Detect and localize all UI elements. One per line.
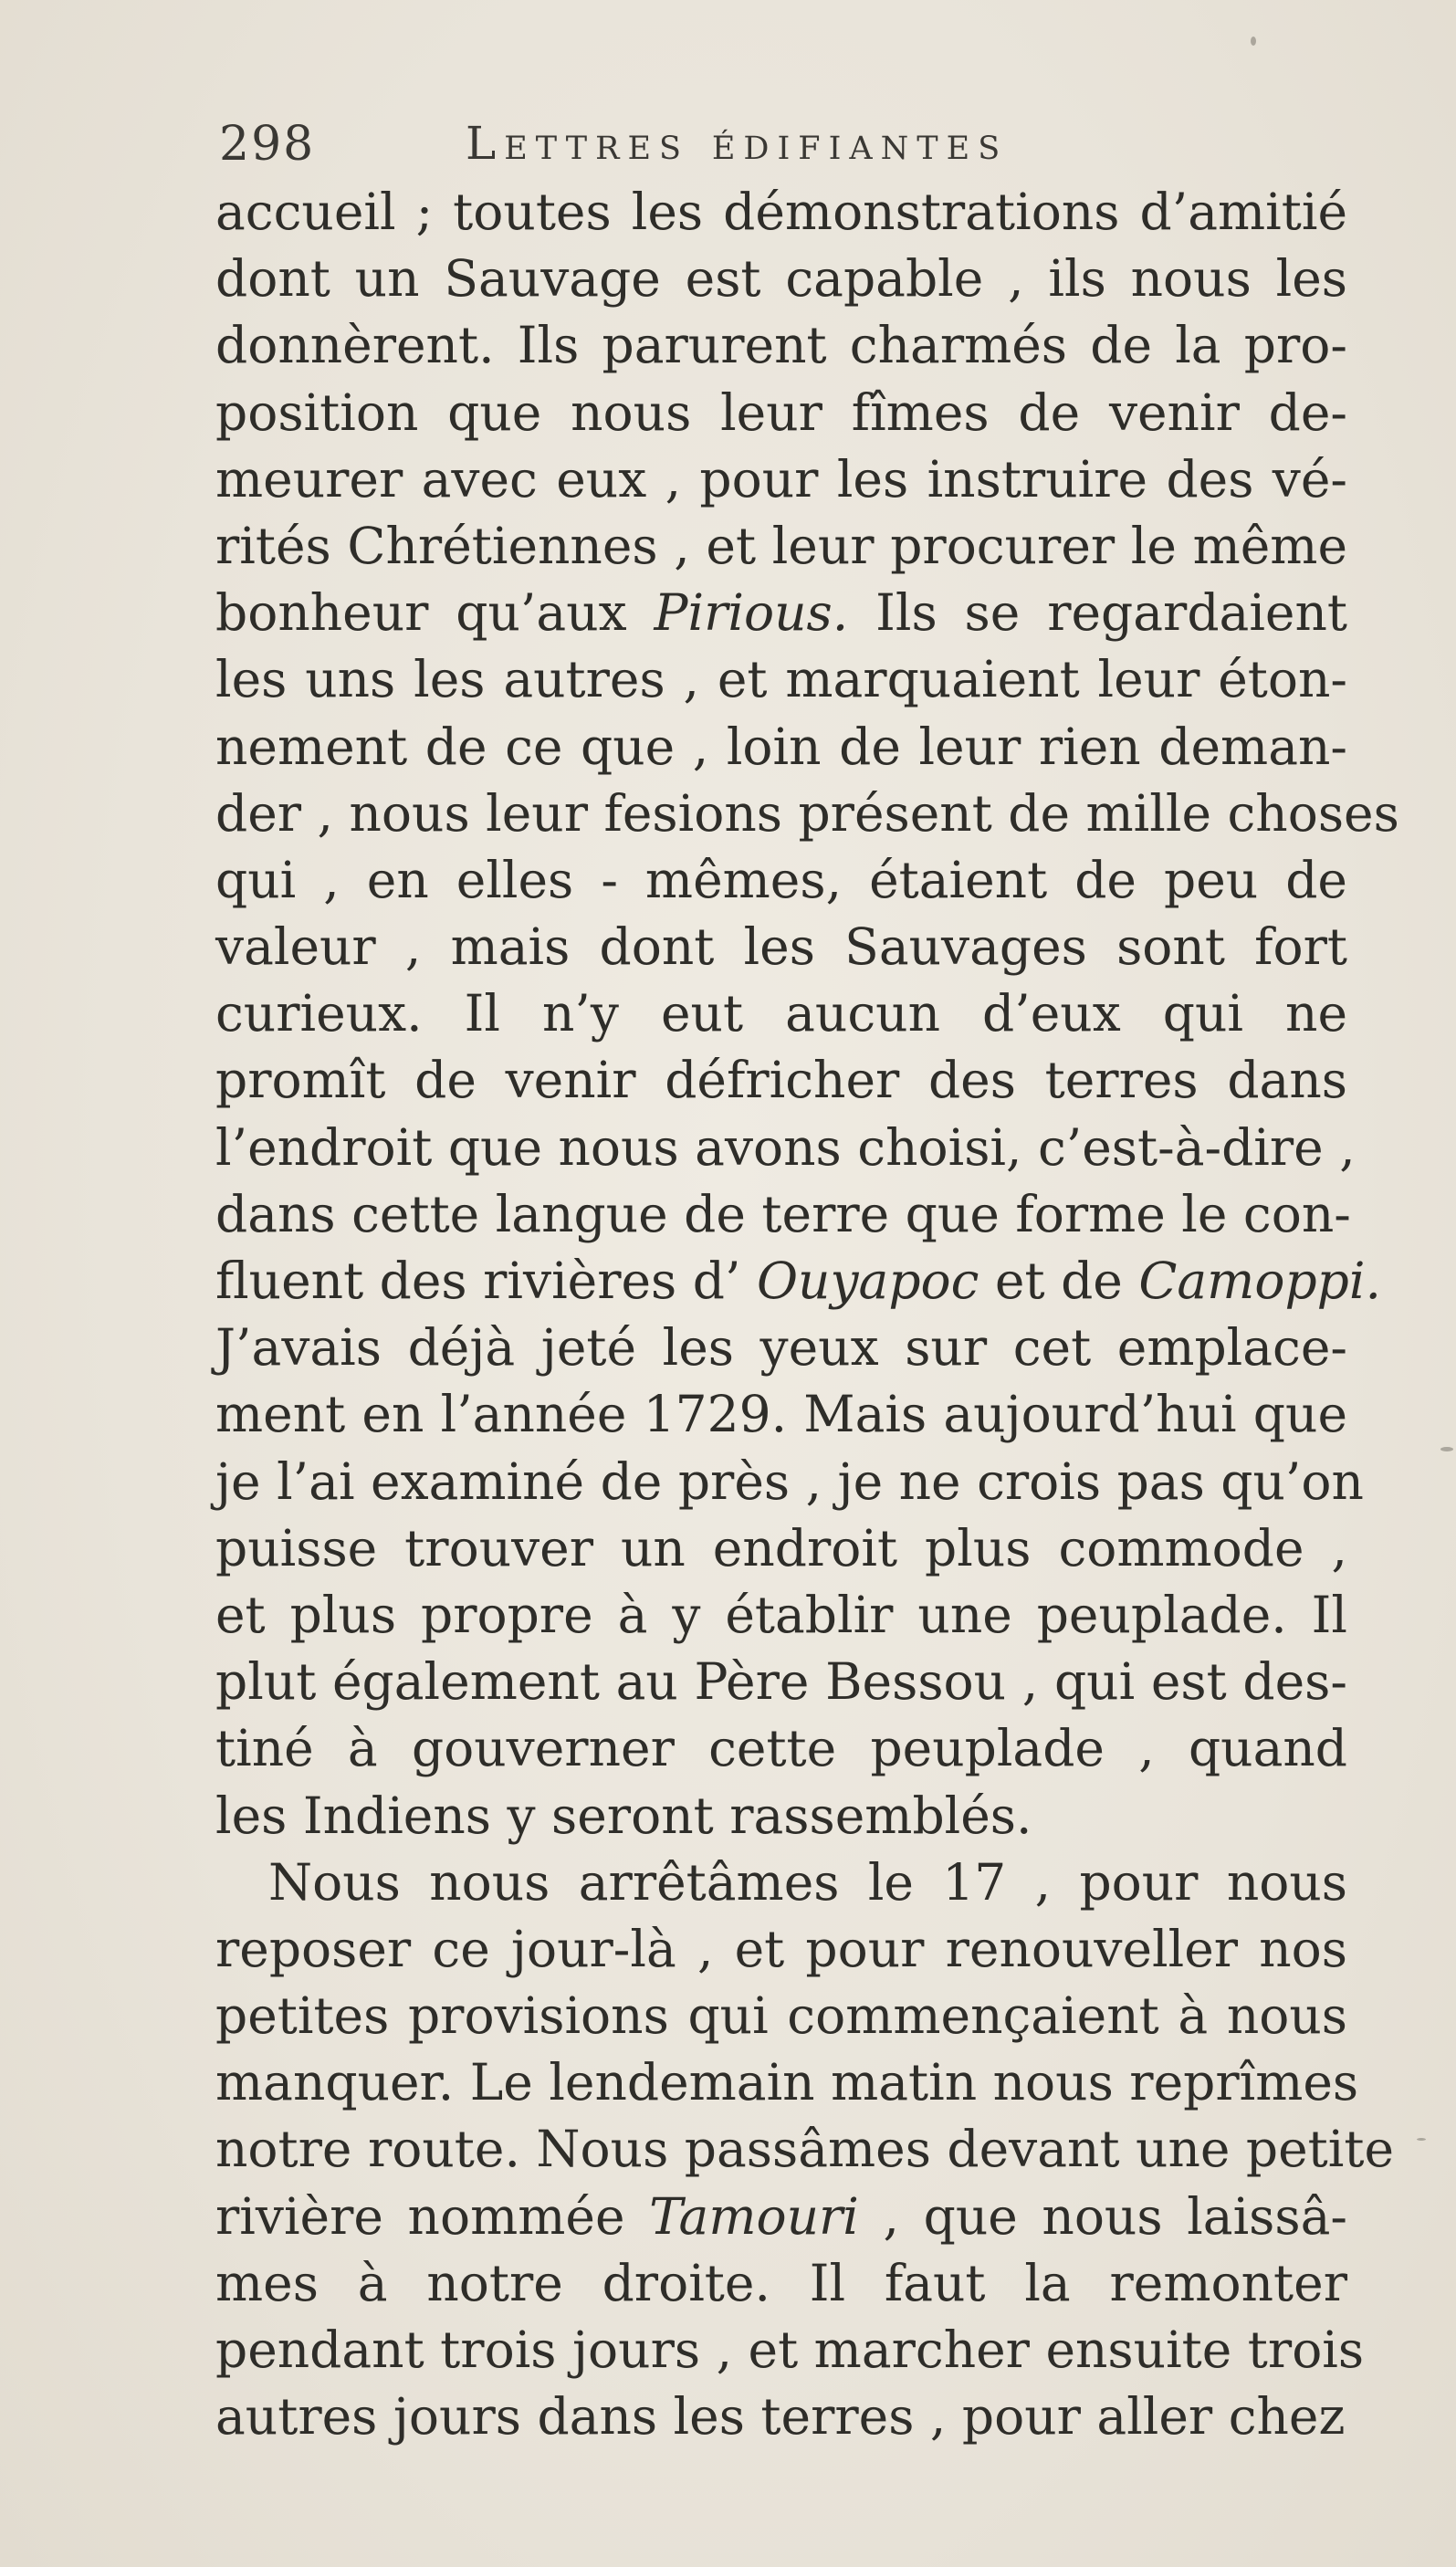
text-run: petites provisions qui commençaient à nous bbox=[215, 1986, 1347, 2046]
text-line bbox=[215, 1582, 1347, 1649]
text-line bbox=[215, 1849, 1347, 1916]
text-run: Ils se regardaient bbox=[848, 583, 1347, 643]
text-run: nement de ce que , loin de leur rien deman- bbox=[215, 717, 1347, 776]
paragraph bbox=[215, 179, 1399, 1849]
text-line bbox=[215, 1515, 1347, 1582]
text-line bbox=[215, 980, 1347, 1047]
text-run: , que nous laissâ- bbox=[858, 2186, 1347, 2246]
text-run: bonheur qu’aux bbox=[215, 583, 655, 643]
page-number: 298 bbox=[219, 117, 316, 172]
text-run: valeur , mais dont les Sauvages sont fort bbox=[215, 917, 1347, 977]
text-run: pendant trois jours , et marcher ensuite trois bbox=[215, 2321, 1365, 2379]
text-line bbox=[215, 1381, 1347, 1448]
text-line bbox=[215, 2250, 1347, 2317]
text-run: Nous nous arrêtâmes le 17 , pour nous bbox=[268, 1852, 1347, 1912]
text-run: qui , en elles - mêmes, étaient de peu de bbox=[215, 850, 1347, 909]
text-line bbox=[215, 513, 1347, 580]
text-run: et de bbox=[979, 1252, 1139, 1310]
text-line bbox=[215, 1916, 1347, 1983]
text-run: ment en l’année 1729. Mais aujourd’hui que bbox=[215, 1385, 1347, 1444]
text-line bbox=[215, 446, 1347, 513]
text-run: der , nous leur fesions présent de mille choses bbox=[215, 783, 1399, 843]
text-line bbox=[215, 2384, 1347, 2450]
text-line bbox=[215, 380, 1347, 446]
text-run: notre route. Nous passâmes devant une petite bbox=[215, 2120, 1395, 2179]
text-run: curieux. Il n’y eut aucun d’eux qui ne bbox=[215, 984, 1347, 1043]
text-run: autres jours dans les terres , pour aller chez bbox=[215, 2387, 1346, 2447]
text-line bbox=[215, 2049, 1359, 2116]
text-run: donnèrent. Ils parurent charmés de la pro- bbox=[215, 316, 1347, 375]
text-run: rités Chrétiennes , et leur procurer le même bbox=[215, 516, 1347, 575]
italic-name: Camoppi. bbox=[1138, 1252, 1381, 1310]
text-run: puisse trouver un endroit plus commode , bbox=[215, 1518, 1347, 1577]
text-line bbox=[215, 1715, 1347, 1782]
text-line bbox=[215, 1315, 1347, 1381]
text-run: J’avais déjà jeté les yeux sur cet emplace- bbox=[215, 1318, 1347, 1378]
text-line bbox=[215, 847, 1347, 914]
text-run: manquer. Le lendemain matin nous reprîmes bbox=[215, 2053, 1359, 2112]
text-run: position que nous leur fîmes de venir de- bbox=[215, 382, 1347, 442]
text-line bbox=[215, 2184, 1347, 2250]
text-run: meurer avec eux , pour les instruire des vé- bbox=[215, 449, 1347, 508]
running-title: Lettres édifiantes bbox=[466, 117, 1009, 170]
italic-name: Pirious. bbox=[654, 583, 849, 643]
text-line bbox=[215, 1983, 1347, 2049]
paper-speck bbox=[1417, 2138, 1426, 2141]
text-line bbox=[215, 1649, 1347, 1715]
text-run: rivière nommée bbox=[215, 2186, 650, 2246]
text-line bbox=[215, 1248, 1381, 1315]
text-line bbox=[215, 179, 1347, 246]
paragraph bbox=[215, 1849, 1395, 2451]
text-run: les Indiens y seront rassemblés. bbox=[215, 1786, 1032, 1845]
paper-speck bbox=[1440, 1447, 1453, 1451]
text-run: fluent des rivières d’ bbox=[215, 1252, 757, 1310]
text-line bbox=[215, 2317, 1365, 2384]
text-run: et plus propre à y établir une peuplade. Il bbox=[215, 1585, 1347, 1644]
text-line bbox=[215, 1449, 1364, 1515]
page-header bbox=[219, 117, 1342, 181]
text-run: plut également au Père Bessou , qui est des- bbox=[215, 1652, 1347, 1712]
body-text bbox=[215, 179, 1399, 2450]
italic-name: Tamouri bbox=[649, 2186, 859, 2246]
text-line bbox=[215, 914, 1347, 980]
text-run: promît de venir défricher des terres dans bbox=[215, 1051, 1347, 1110]
text-run: accueil ; toutes les démonstrations d’amitié bbox=[215, 183, 1347, 241]
text-line bbox=[215, 2116, 1395, 2183]
paper-speck bbox=[1251, 37, 1256, 46]
text-run: tiné à gouverner cette peuplade , quand bbox=[215, 1719, 1347, 1778]
text-run: je l’ai examiné de près , je ne crois pas qu’on bbox=[215, 1451, 1364, 1511]
text-run: dont un Sauvage est capable , ils nous les bbox=[215, 249, 1347, 309]
text-run: mes à notre droite. Il faut la remonter bbox=[215, 2253, 1347, 2312]
text-line bbox=[215, 1783, 1347, 1849]
text-line bbox=[215, 1115, 1356, 1181]
text-line bbox=[215, 646, 1347, 713]
text-line bbox=[215, 246, 1347, 312]
text-line bbox=[215, 1047, 1347, 1114]
italic-name: Ouyapoc bbox=[756, 1252, 979, 1310]
text-line bbox=[215, 714, 1347, 781]
text-line bbox=[215, 781, 1399, 847]
text-run: reposer ce jour-là , et pour renouveller nos bbox=[215, 1919, 1347, 1978]
text-line bbox=[215, 1181, 1351, 1248]
text-run: dans cette langue de terre que forme le con- bbox=[215, 1184, 1351, 1243]
text-line bbox=[215, 580, 1347, 646]
text-run: les uns les autres , et marquaient leur éton- bbox=[215, 650, 1347, 709]
text-run: l’endroit que nous avons choisi, c’est-à-dire , bbox=[215, 1117, 1356, 1177]
text-line bbox=[215, 312, 1347, 379]
